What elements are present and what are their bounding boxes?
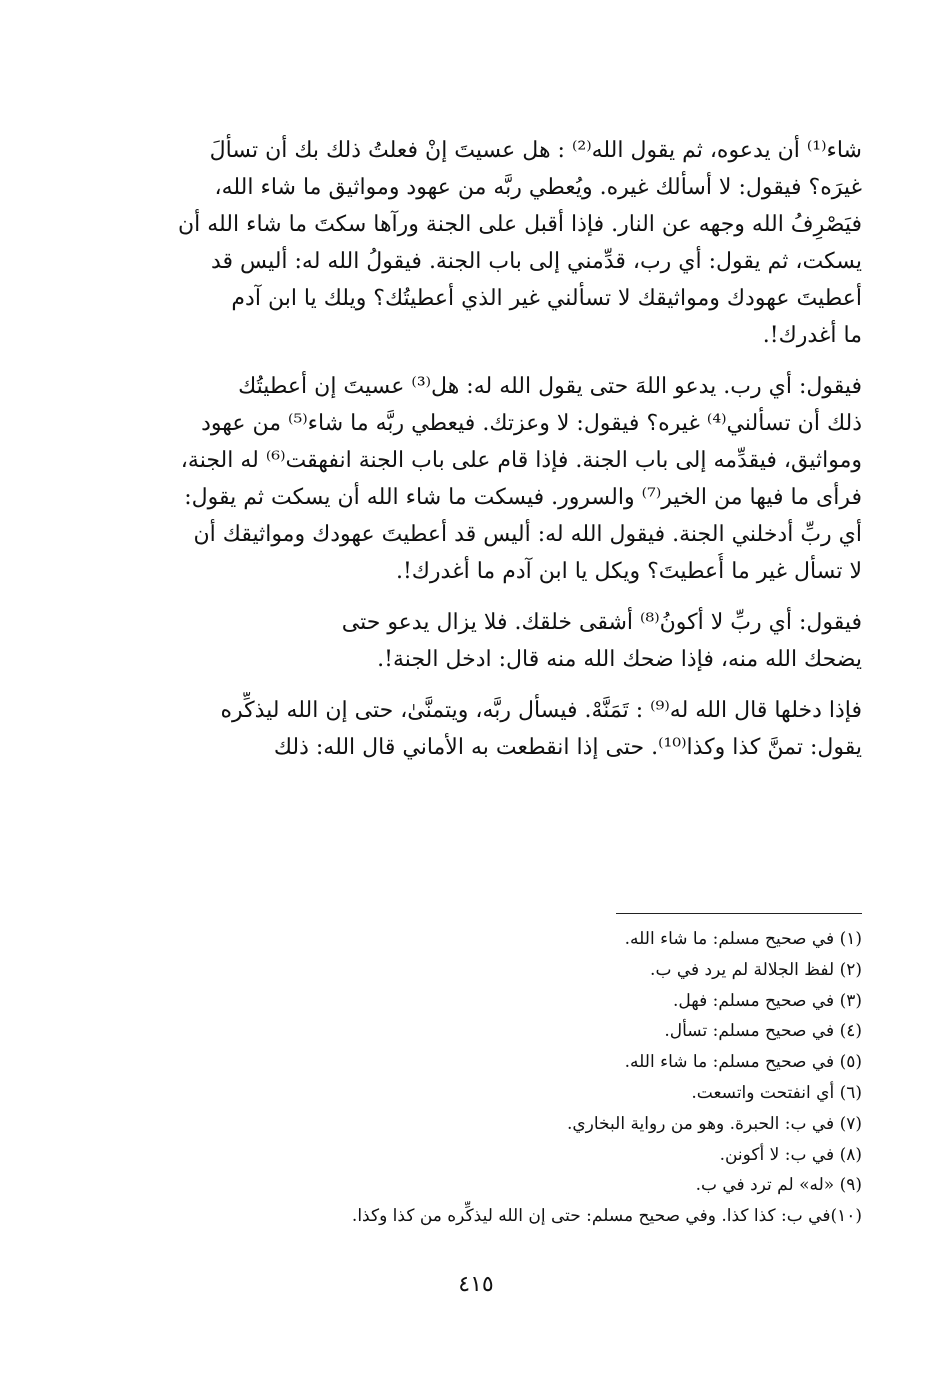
footnote: (٨) في ب: لا أكونن. [719,1144,862,1165]
footnote: (١٠)في ب: كذا كذا. وفي صحيح مسلم: حتى إن الله ليذكِّره من كذا وكذا. [351,1206,862,1227]
text-line: فرأى ما فيها من الخير⁽⁷⁾ والسرور. فيسكت ما شاء الله أن يسكت ثم يقول: [184,485,862,510]
text-line: فيقول: أي ربِّ لا أكونُ⁽⁸⁾ أشقى خلقك. فلا يزال يدعو حتى [341,610,862,635]
text-line: يقول: تمنَّ كذا وكذا⁽¹⁰⁾. حتى إذا انقطعت به الأماني قال الله: ذلك [273,735,862,760]
footnote: (٢) لفظ الجلالة لم يرد في ب. [650,959,862,980]
footnote: (٥) في صحيح مسلم: ما شاء الله. [624,1052,862,1073]
footnote: (٣) في صحيح مسلم: فهل. [672,990,862,1011]
footnotes [200,924,862,1232]
footnote: (٤) في صحيح مسلم: تسأل. [664,1021,862,1042]
text-line: ومواثيق، فيقدِّمه إلى باب الجنة. فإذا قام على باب الجنة انفهقت⁽⁶⁾ له الجنة، [180,448,862,473]
body-text [138,132,862,780]
text-line: ما أغدرك!. [762,323,862,348]
footnote-separator [616,913,862,914]
text-line: يضحك الله منه، فإذا ضحك الله منه قال: ادخل الجنة!. [377,647,862,672]
footnote: (١) في صحيح مسلم: ما شاء الله. [624,929,862,949]
text-line: لا تسأل غير ما أُعطيتَ؟ ويكل يا ابن آدم ما أغدرك!. [395,559,862,584]
text-line: شاء⁽¹⁾ أن يدعوه، ثم يقول الله⁽²⁾ : هل عسيتَ إنْ فعلتُ ذلك بك أن تسألَ [209,138,862,163]
text-line: فيقول: أي رب. يدعو اللهَ حتى يقول الله له: هل⁽³⁾ عسيتَ إن أعطيتُك [238,374,862,399]
text-line: غيرَه؟ فيقول: لا أسألك غيره. ويُعطي ربَّه من عهود ومواثيق ما شاء الله، [214,175,862,200]
paragraph [138,692,862,766]
text-line: أي ربِّ أدخلني الجنة. فيقول الله له: أليس قد أعطيتَ عهودك ومواثيقك أن [193,522,862,547]
text-line: فإذا دخلها قال الله له⁽⁹⁾ : تَمَنَّهْ. فيسأل ربَّه، ويتمنَّىٰ، حتى إن الله ليذكِّره [220,698,862,723]
text-line: يسكت، ثم يقول: أي رب، قدِّمني إلى باب الجنة. فيقولُ الله له: أليس قد [210,249,862,274]
paragraph [138,132,862,354]
paragraph [138,604,862,678]
paragraph [138,368,862,590]
footnote: (٩) «له» لم ترد في ب. [695,1175,862,1196]
text-line: فيَصْرِفُ الله وجهه عن النار. فإذا أقبل على الجنة ورآها سكتَ ما شاء الله أن [177,212,862,237]
text-line: أعطيتَ عهودك ومواثيقك لا تسألني غير الذي أعطيتُك؟ ويلك يا ابن آدم [231,286,862,311]
footnote: (٦) أي انفتحت واتسعت. [691,1082,862,1103]
page-number: ٤١٥ [458,1272,494,1297]
footnote: (٧) في ب: الحبرة. وهو من رواية البخاري. [566,1113,862,1134]
text-line: ذلك أن تسألني⁽⁴⁾ غيره؟ فيقول: لا وعزتك. فيعطي ربَّه ما شاء⁽⁵⁾ من عهود [201,411,862,436]
